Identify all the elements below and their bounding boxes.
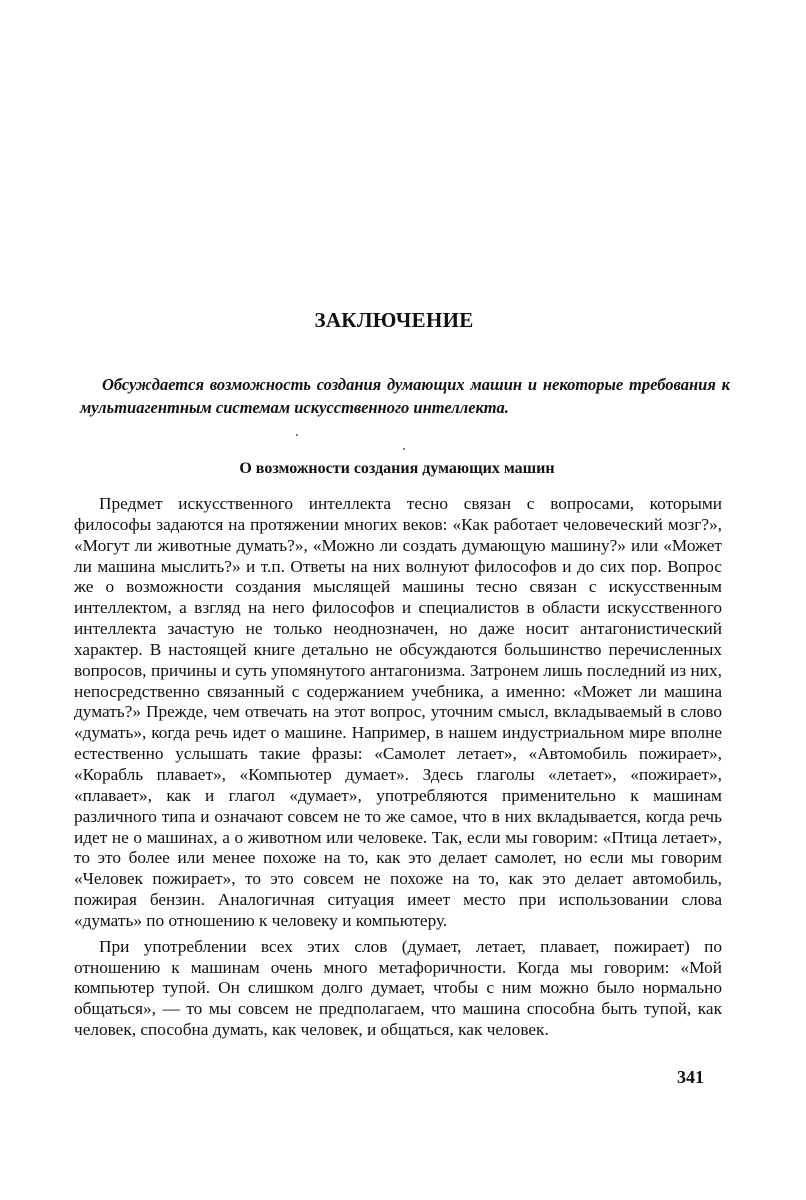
chapter-abstract: Обсуждается возможность создания думающих машин и некоторые требования к мультиагентным системам искусственного интеллекта. [80,375,730,417]
page-number: 341 [677,1067,704,1087]
chapter-title: ЗАКЛЮЧЕНИЕ [314,308,474,332]
scan-speck [403,448,405,450]
body-text [74,494,722,1046]
section-title: О возможности создания думающих машин [239,460,555,477]
scan-speck [296,434,298,436]
paragraph: Предмет искусственного интеллекта тесно связан с вопросами, которыми философы задаются на протяжении многих веков: «Как работает человеческий мозг?», «Могут ли животные думать?», «Можно ли создать думающую машину?» или «Может ли машина мыслить?» и т.п. Ответы на них волнуют философов и до сих пор. Вопрос же о возможности создания мыслящей машины тесно связан с искусственным интеллектом, а взгляд на него философов и специалистов в области искусственного интеллекта зачастую не только неоднозначен, но даже носит антагонистический характер. В настоящей книге детально не обсуждаются большинство перечисленных вопросов, причины и суть упомянутого антагонизма. Затронем лишь последний из них, непосредственно связанный с содержанием учебника, а именно: «Может ли машина думать?» Прежде, чем отвечать на этот вопрос, уточним смысл, вкладываемый в слово «думать», когда речь идет о машине. Например, в нашем индустриальном мире вполне естественно услышать такие фразы: «Самолет летает», «Автомобиль пожирает», «Корабль плавает», «Компьютер думает». Здесь глаголы «летает», «пожирает», «плавает», как и глагол «думает», употребляются применительно к машинам различного типа и означают совсем не то же самое, что в них вкладывается, когда речь идет не о машинах, а о животном или человеке. Так, если мы говорим: «Птица летает», то это более или менее похоже на то, как это делает самолет, но если мы говорим «Человек пожирает», то это совсем не похоже на то, как это делает автомобиль, пожирая бензин. Аналогичная ситуация имеет место при использовании слова «думать» по отношению к человеку и компьютеру. [74,494,722,930]
paragraph: При употреблении всех этих слов (думает, летает, плавает, пожирает) по отношению к машинам очень много метафоричности. Когда мы говорим: «Мой компьютер тупой. Он слишком долго думает, чтобы с ним можно было нормально общаться», — то мы совсем не предполагаем, что машина способна быть тупой, как человек, способна думать, как человек, и общаться, как человек. [74,936,722,1040]
